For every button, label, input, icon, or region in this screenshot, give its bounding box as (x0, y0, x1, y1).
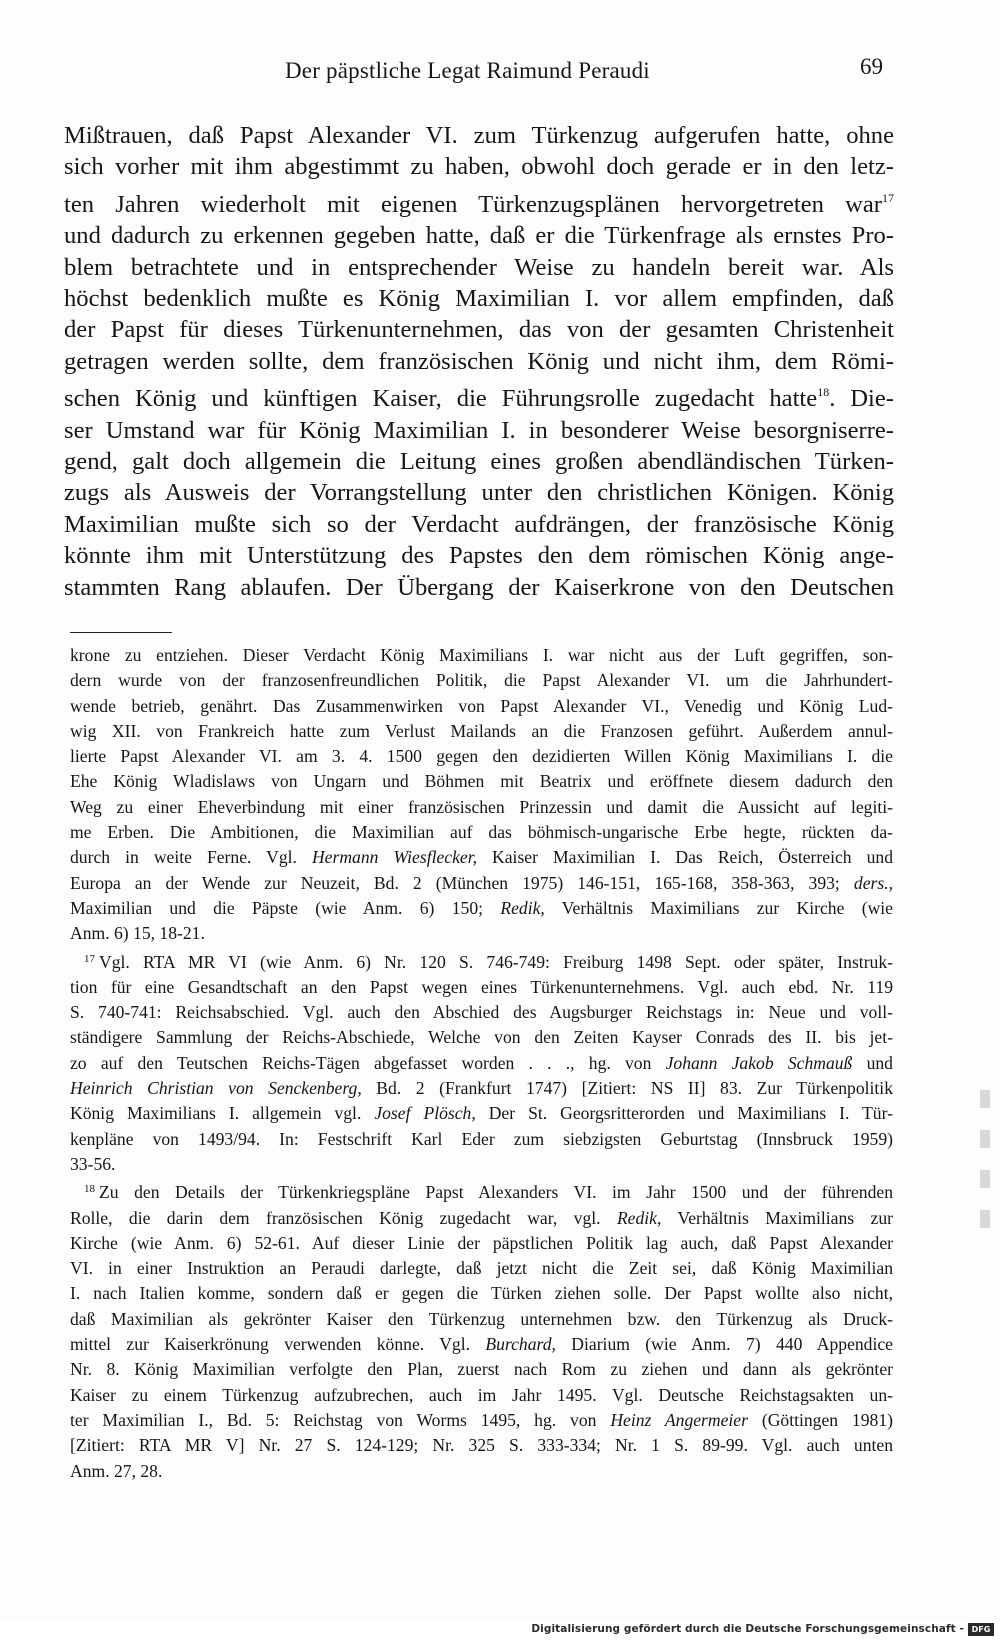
text-segment: Europa an der Wende zur Neuzeit, Bd. 2 (München 1975) 146-151, 165-168, 358-363, 393; (70, 872, 854, 893)
text-segment: Verhältnis Maximilians zur (661, 1207, 893, 1228)
text-line: Mißtrauen, daß Papst Alexander VI. zum Türkenzug aufgerufen hatte, ohne (64, 122, 894, 149)
text-segment: Bd. 2 (Frankfurt 1747) [Zitiert: NS II] 83. Zur Türkenpolitik (361, 1078, 893, 1099)
text-line (64, 183, 894, 220)
text-segment: Diarium (wie Anm. 7) 440 Appendice (555, 1334, 893, 1355)
text-line: sich vorher mit ihm abgestimmt zu haben, obwohl doch gerade er in den letz- (64, 153, 894, 181)
footnote-18 (70, 1177, 893, 1484)
footnote-line: dern wurde von der franzosenfreundlichen Politik, die Papst Alexander VI. um die Jahrhundert- (70, 670, 893, 691)
text-line: und dadurch zu erkennen gegeben hatte, daß er die Türkenfrage als ernstes Pro- (64, 222, 894, 250)
scan-edge-mark (980, 1210, 990, 1228)
footnote-continued (70, 643, 893, 947)
text-line: könnte ihm mit Unterstützung des Papstes den dem römischen König ange- (64, 542, 894, 570)
author-name: Redik, (616, 1207, 662, 1228)
text-segment: Maximilian und die Päpste (wie Anm. 6) 150; (70, 897, 501, 918)
footnote-ref-18[interactable]: 18 (817, 385, 830, 400)
author-name: Heinrich Christian von Senckenberg, (70, 1078, 362, 1099)
footnote-line (70, 1101, 893, 1126)
text-segment: . Die- (829, 385, 894, 413)
scan-edge-mark (980, 1130, 990, 1148)
footnote-line: Weg zu einer Eheverbindung mit einer französischen Prinzessin und damit die Aussicht auf legiti- (70, 796, 893, 817)
footnote-line: me Erben. Die Ambitionen, die Maximilian auf das böhmisch-ungarische Erbe hegte, rückten da- (70, 822, 893, 843)
scan-edge-mark (980, 1170, 990, 1188)
footnote-separator (70, 632, 172, 633)
text-segment: ten Jahren wiederholt mit eigenen Türkenzugsplänen hervorgetreten war (64, 190, 882, 218)
footnote-line: kenpläne von 1493/94. In: Festschrift Karl Eder zum siebzigsten Geburtstag (Innsbruck 1959) (70, 1128, 893, 1149)
text-segment: Der St. Georgsritterorden und Maximilians I. Tür- (475, 1103, 893, 1124)
footnote-line: Anm. 27, 28. (70, 1460, 163, 1481)
footnote-line: Anm. 6) 15, 18-21. (70, 923, 205, 944)
footnote-ref-17[interactable]: 17 (882, 190, 894, 205)
text-segment: König Maximilians I. allgemein vgl. (70, 1103, 375, 1124)
footnote-line: Nr. 8. König Maximilian verfolgte den Plan, zuerst nach Rom zu ziehen und dann als gekrönter (70, 1359, 893, 1380)
author-name: Burchard, (485, 1334, 556, 1355)
author-name: Redik, (500, 897, 545, 918)
footnote-line (70, 1177, 893, 1205)
text-segment: Vgl. RTA MR VI (wie Anm. 6) Nr. 120 S. 746-749: Freiburg 1498 Sept. oder später, Instruk- (99, 951, 893, 972)
footnote-line: wende betrieb, genährt. Das Zusammenwirken von Papst Alexander VI., Venedig und König Lud- (70, 695, 893, 716)
text-line: Maximilian mußte sich so der Verdacht aufdrängen, der französische König (64, 510, 894, 538)
footnote-line: VI. in einer Instruktion an Peraudi darlegte, daß jetzt nicht die Zeit sei, daß König Maximilian (70, 1258, 893, 1279)
footnote-line (70, 1076, 893, 1101)
footnote-line (70, 871, 893, 896)
footnote-line: 33-56. (70, 1153, 116, 1174)
footnote-number: 18 (84, 1183, 95, 1196)
text-segment: (Göttingen 1981) (747, 1409, 893, 1430)
footnote-line: I. nach Italien komme, sondern daß er gegen die Türken ziehen solle. Der Papst wollte also nicht, (70, 1283, 893, 1304)
author-name: ders., (853, 872, 893, 893)
text-segment: mittel zur Kaiserkrönung verwenden könne. Vgl. (70, 1334, 486, 1355)
text-segment: Kaiser Maximilian I. Das Reich, Österreich und (477, 847, 893, 868)
text-line: stammten Rang ablaufen. Der Übergang der Kaiserkrone von den Deutschen (64, 573, 894, 601)
text-line: gend, galt doch allgemein die Leitung eines großen abendländischen Türken- (64, 448, 894, 476)
text-line (64, 377, 894, 414)
footnote-line: krone zu entziehen. Dieser Verdacht König Maximilians I. war nicht aus der Luft gegriffen, son- (70, 645, 893, 665)
footnote-line: ständigere Sammlung der Reichs-Abschiede, Welche von den Zeiten Kayser Conrads des II. bis jet- (70, 1027, 893, 1048)
author-name: Heinz Angermeier (610, 1409, 748, 1430)
text-segment: Verhältnis Maximilians zur Kirche (wie (544, 897, 893, 918)
footnote-line: tion für eine Gesandtschaft an den Papst wegen eines Türkenunternehmens. Vgl. auch ebd. Nr. 119 (70, 976, 893, 997)
footnote-line (70, 845, 893, 870)
text-segment: und (852, 1052, 893, 1073)
digitization-credit: Digitalisierung gefördert durch die Deutsche Forschungsgemeinschaft - (531, 1623, 964, 1635)
footnote-line: lierte Papst Alexander VI. am 3. 4. 1500 gegen den dezidierten Willen König Maximilians I. die (70, 746, 893, 767)
text-line: getragen werden sollte, dem französischen König und nicht ihm, dem Römi- (64, 347, 894, 375)
footnote-17 (70, 947, 893, 1178)
page-number: 69 (860, 54, 883, 79)
footnote-line (70, 1206, 893, 1231)
footnote-line: wig XII. von Frankreich hatte zum Verlust Mailands an die Franzosen geführt. Außerdem annul- (70, 720, 893, 741)
footnote-line: S. 740-741: Reichsabschied. Vgl. auch den Abschied des Augsburger Reichstags in: Neue und voll- (70, 1002, 893, 1023)
footnote-line (70, 947, 893, 975)
author-name: Hermann Wiesflecker, (311, 847, 477, 868)
dfg-logo: DFG (968, 1623, 994, 1636)
footnote-line: daß Maximilian als gekrönter Kaiser den Türkenzug unternehmen bzw. den Türkenzug als Druck- (70, 1308, 893, 1329)
author-name: Johann Jakob Schmauß (665, 1052, 853, 1073)
text-segment: zo auf den Teutschen Reichs-Tägen abgefasset worden . . ., hg. von (70, 1052, 666, 1073)
text-line: zugs als Ausweis der Vorrangstellung unter den christlichen Königen. König (64, 479, 894, 507)
text-segment: ter Maximilian I., Bd. 5: Reichstag von Worms 1495, hg. von (70, 1409, 611, 1430)
text-line: der Papst für dieses Türkenunternehmen, das von der gesamten Christenheit (64, 316, 894, 344)
main-text (64, 120, 894, 603)
footnote-line (70, 896, 893, 921)
footnotes (70, 643, 893, 1484)
text-segment: durch in weite Ferne. Vgl. (70, 847, 312, 868)
footnote-line: Kaiser zu einem Türkenzug aufzubrechen, auch im Jahr 1495. Vgl. Deutsche Reichstagsakten un- (70, 1384, 893, 1405)
footnote-line (70, 1408, 893, 1433)
text-line: blem betrachtete und in entsprechender Weise zu handeln bereit war. Als (64, 253, 894, 281)
footnote-line: [Zitiert: RTA MR V] Nr. 27 S. 124-129; Nr. 325 S. 333-334; Nr. 1 S. 89-99. Vgl. auch unten (70, 1435, 893, 1456)
digitization-footer (0, 1620, 1000, 1643)
scan-edge-mark (980, 1090, 990, 1108)
author-name: Josef Plösch, (374, 1103, 476, 1124)
running-title: Der päpstliche Legat Raimund Peraudi (285, 58, 650, 83)
footnote-line: Kirche (wie Anm. 6) 52-61. Auf dieser Linie der päpstlichen Politik lag auch, daß Papst Alexander (70, 1232, 893, 1253)
text-segment: schen König und künftigen Kaiser, die Führungsrolle zugedacht hatte (64, 385, 818, 413)
footnote-line (70, 1332, 893, 1357)
footnote-line: Ehe König Wladislaws von Ungarn und Böhmen mit Beatrix und eröffnete diesem dadurch den (70, 771, 893, 792)
footnote-number: 17 (84, 952, 95, 965)
text-segment: Zu den Details der Türkenkriegspläne Papst Alexanders VI. im Jahr 1500 und der führenden (99, 1182, 893, 1203)
text-line: höchst bedenklich mußte es König Maximilian I. vor allem empfinden, daß (64, 285, 894, 313)
text-line: ser Umstand war für König Maximilian I. in besonderer Weise besorgniserre- (64, 416, 894, 444)
footnote-line (70, 1051, 893, 1076)
text-segment: Rolle, die darin dem französischen König zugedacht war, vgl. (70, 1207, 617, 1228)
